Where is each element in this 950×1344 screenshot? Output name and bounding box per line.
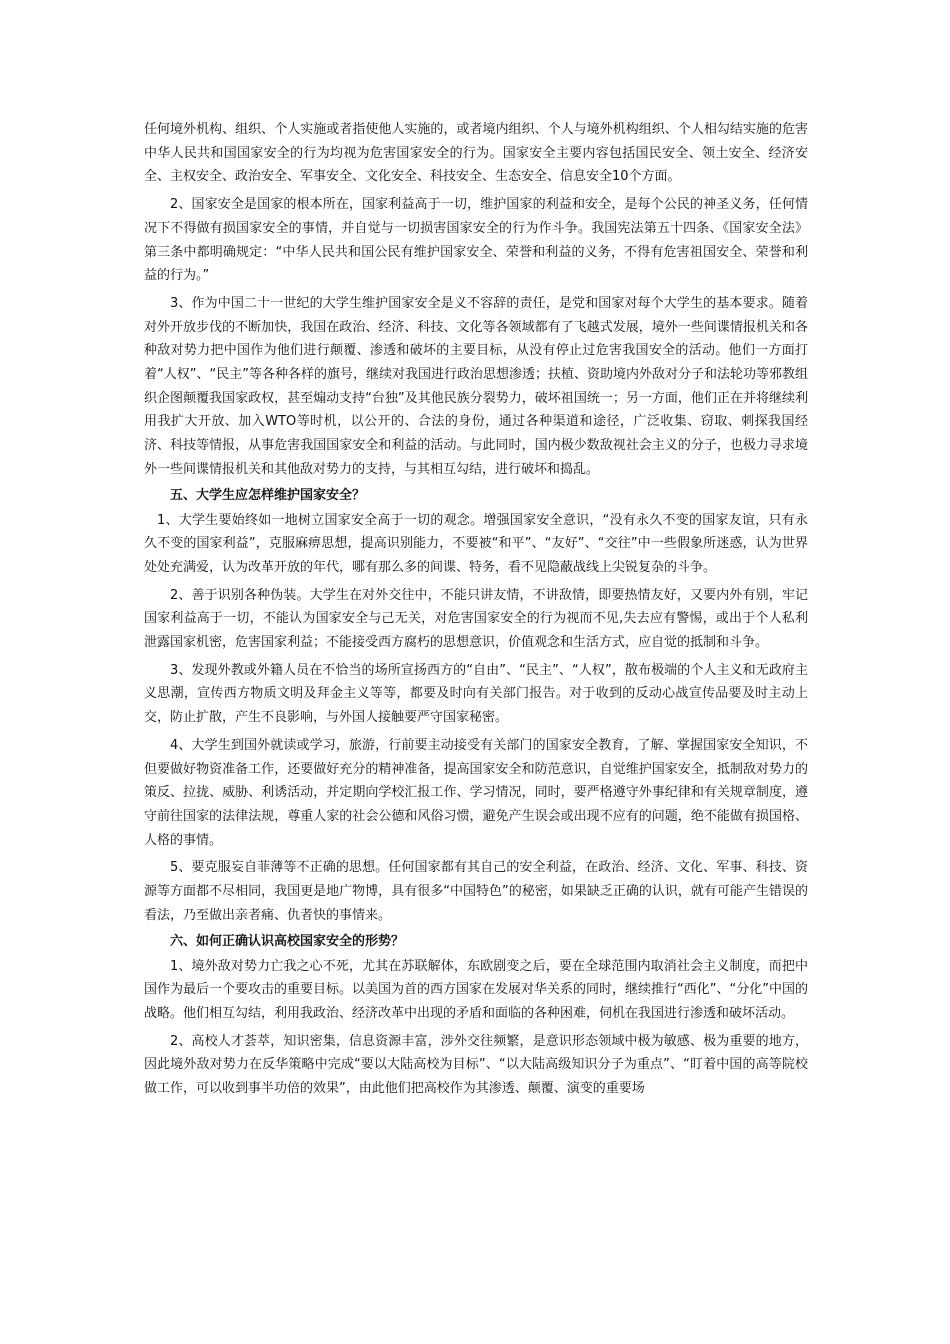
paragraph-s6-point-1: 1、境外敌对势力亡我之心不死，尤其在苏联解体，东欧剧变之后，要在全球范围内取消社会主义制度，而把中国作为最后一个要攻击的重要目标。以美国为首的西方国家在发展对华关系的同时，继续推行“西化”、“分化”中国的战略。他们相互勾结，利用我政治、经济改革中出现的矛盾和面临的各种困难，伺机在我国进行渗透和破坏活动。	[144, 958, 808, 1021]
paragraph-point-2: 2、国家安全是国家的根本所在，国家利益高于一切，维护国家的利益和安全，是每个公民的神圣义务，任何情况下不得做有损国家安全的事情，并自觉与一切损害国家安全的行为作斗争。我国宪法第五十四条、《国家安全法》第三条中都明确规定：“中华人民共和国公民有维护国家安全、荣誉和利益的义务，不得有危害祖国安全、荣誉和利益的行为。”	[144, 197, 808, 284]
section-heading-5: 五、大学生应怎样维护国家安全？	[170, 487, 366, 503]
paragraph-point-3: 3、作为中国二十一世纪的大学生维护国家安全是义不容辞的责任，是党和国家对每个大学生的基本要求。随着对外开放步伐的不断加快，我国在政治、经济、科技、文化等各领域都有了飞越式发展，境外一些间谍情报机关和各种敌对势力把中国作为他们进行颠覆、渗透和破坏的主要目标，从没有停止过危害我国安全的活动。他们一方面打着“人权”、“民主”等各种各样的旗号，继续对我国进行政治思想渗透；扶植、资助境内外敌对分子和法轮功等邪教组织企图颠覆我国家政权，甚至煽动支持“台独”及其他民族分裂势力，破坏祖国统一；另一方面，他们正在并将继续利用我扩大开放、加入WTO等时机，以公开的、合法的身份，通过各种渠道和途径，广泛收集、窃取、刺探我国经济、科技等情报，从事危害我国国家安全和利益的活动。与此同时，国内极少数敌视社会主义的分子，也极力寻求境外一些间谍情报机关和其他敌对势力的支持，与其相互勾结，进行破坏和捣乱。	[144, 295, 808, 477]
paragraph-s5-point-4: 4、大学生到国外就读或学习，旅游，行前要主动接受有关部门的国家安全教育，了解、掌握国家安全知识，不但要做好物资准备工作，还要做好充分的精神准备，提高国家安全和防范意识，自觉维护国家安全，抵制敌对势力的策反、拉拢、威胁、利诱活动，并定期向学校汇报工作、学习情况，同时，要严格遵守外事纪律和有关规章制度，遵守前往国家的法律法规，尊重人家的社会公德和风俗习惯，避免产生误会或出现不应有的问题，绝不能做有损国格、人格的事情。	[144, 737, 808, 848]
paragraph-continuation: 任何境外机构、组织、个人实施或者指使他人实施的，或者境内组织、个人与境外机构组织、个人相勾结实施的危害中华人民共和国国家安全的行为均视为危害国家安全的行为。国家安全主要内容包括国民安全、领土安全、经济安全、主权安全、政治安全、军事安全、文化安全、科技安全、生态安全、信息安全10个方面。	[144, 122, 808, 185]
document-page	[144, 118, 808, 1101]
paragraph-s5-point-1: 1、大学生要始终如一地树立国家安全高于一切的观念。增强国家安全意识，“没有永久不变的国家友谊，只有永久不变的国家利益”，克服麻痹思想，提高识别能力，不要被“和平”、“友好”、“交往”中一些假象所迷惑，认为世界处处充满爱，认为改革开放的年代，哪有那么多的间谍、特务，看不见隐蔽战线上尖锐复杂的斗争。	[144, 512, 808, 575]
paragraph-s6-point-2: 2、高校人才荟萃，知识密集，信息资源丰富，涉外交往频繁，是意识形态领域中极为敏感、极为重要的地方，因此境外敌对势力在反华策略中完成“要以大陆高校为目标”、“以大陆高级知识分子为重点”、“盯着中国的高等院校做工作，可以收到事半功倍的效果”，由此他们把高校作为其渗透、颠覆、演变的重要场	[144, 1033, 808, 1097]
paragraph-s5-point-5: 5、要克服妄自菲薄等不正确的思想。任何国家都有其自己的安全利益，在政治、经济、文化、军事、科技、资源等方面都不尽相同，我国更是地广物博，具有很多“中国特色”的秘密，如果缺乏正确的认识，就有可能产生错误的看法，乃至做出亲者痛、仇者快的事情来。	[144, 860, 808, 923]
section-heading-6: 六、如何正确认识高校国家安全的形势？	[170, 933, 405, 949]
paragraph-s5-point-3: 3、发现外教或外籍人员在不恰当的场所宣扬西方的“自由”、“民主”、“人权”，散布极端的个人主义和无政府主义思潮，宣传西方物质文明及拜金主义等等，都要及时向有关部门报告。对于收到的反动心战宣传品要及时主动上交，防止扩散，产生不良影响，与外国人接触要严守国家秘密。	[144, 662, 808, 726]
paragraph-s5-point-2: 2、善于识别各种伪装。大学生在对外交往中，不能只讲友情，不讲敌情，即要热情友好，又要内外有别，牢记国家利益高于一切，不能认为国家安全与己无关，对危害国家安全的行为视而不见,失去应有警惕，或出于个人私利泄露国家机密，危害国家利益；不能接受西方腐朽的思想意识，价值观念和生活方式，应自觉的抵制和斗争。	[144, 587, 808, 651]
